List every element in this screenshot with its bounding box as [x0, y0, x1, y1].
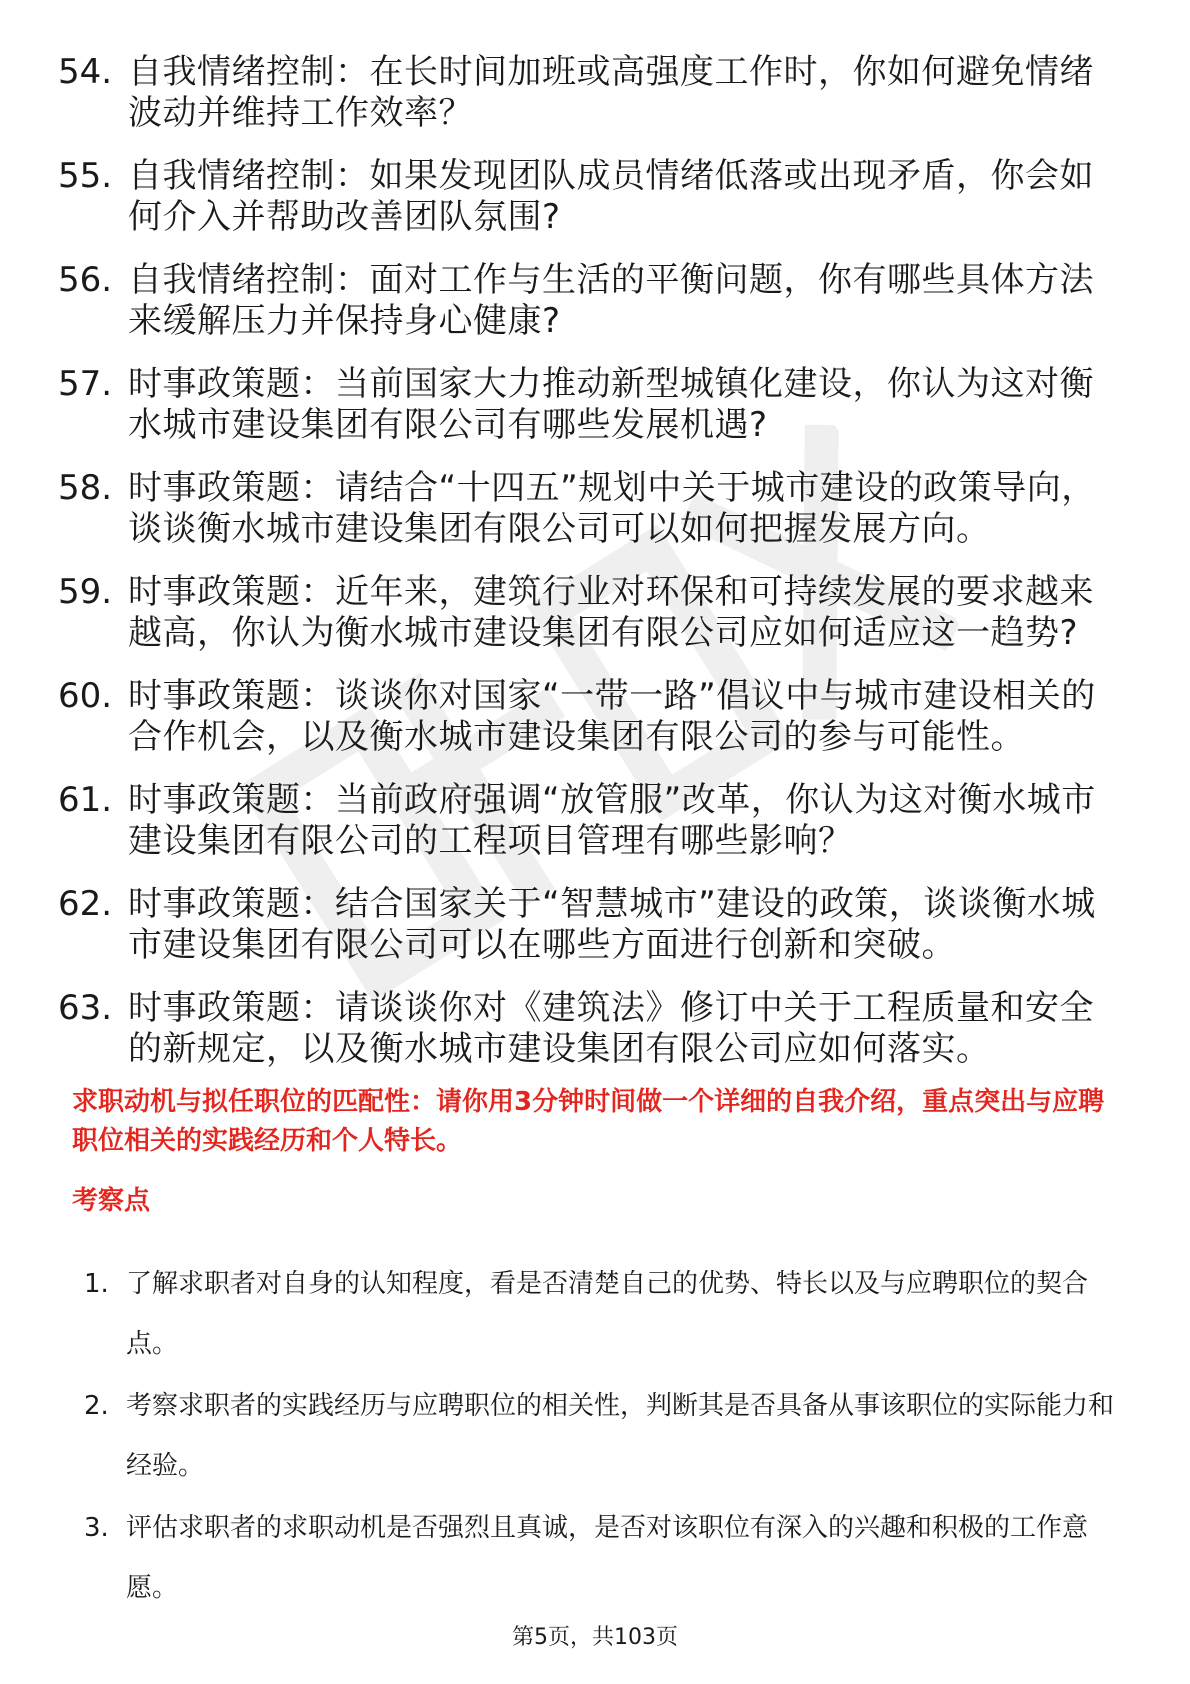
point-number: 2. — [84, 1391, 109, 1421]
question-text: 时事政策题：近年来，建筑行业对环保和可持续发展的要求越来越高，你认为衡水城市建设集团有限公司应如何适应这一趋势? — [128, 572, 1094, 653]
question-item — [58, 260, 1118, 342]
question-number: 54. — [58, 52, 113, 92]
question-text: 自我情绪控制：如果发现团队成员情绪低落或出现矛盾，你会如何介入并帮助改善团队氛围? — [128, 156, 1094, 237]
section-title: 考察点 — [72, 1186, 151, 1216]
page-footer: 第5页，共103页 — [512, 1625, 678, 1650]
point-text: 考察求职者的实践经历与应聘职位的相关性，判断其是否具备从事该职位的实际能力和经验。 — [126, 1391, 1115, 1481]
highlight-question: 求职动机与拟任职位的匹配性：请你用3分钟时间做一个详细的自我介绍，重点突出与应聘职位相关的实践经历和个人特长。 — [72, 1087, 1105, 1156]
evaluation-points — [84, 1254, 1124, 1620]
question-text: 时事政策题：请谈谈你对《建筑法》修订中关于工程质量和安全的新规定，以及衡水城市建设集团有限公司应如何落实。 — [128, 988, 1094, 1069]
question-text: 时事政策题：结合国家关于“智慧城市”建设的政策，谈谈衡水城市建设集团有限公司可以在哪些方面进行创新和突破。 — [128, 884, 1096, 965]
question-item — [58, 364, 1118, 446]
evaluation-point — [84, 1498, 1124, 1618]
question-number: 55. — [58, 156, 113, 196]
question-item — [58, 156, 1118, 238]
question-number: 58. — [58, 468, 113, 508]
question-text: 时事政策题：当前国家大力推动新型城镇化建设，你认为这对衡水城市建设集团有限公司有哪些发展机遇? — [128, 364, 1094, 445]
question-text: 时事政策题：谈谈你对国家“一带一路”倡议中与城市建设相关的合作机会，以及衡水城市建设集团有限公司的参与可能性。 — [128, 676, 1096, 757]
question-number: 63. — [58, 988, 113, 1028]
question-number: 56. — [58, 260, 113, 300]
point-text: 评估求职者的求职动机是否强烈且真诚，是否对该职位有深入的兴趣和积极的工作意愿。 — [126, 1513, 1089, 1603]
question-item — [58, 52, 1118, 134]
question-number: 60. — [58, 676, 113, 716]
question-number: 62. — [58, 884, 113, 924]
evaluation-point — [84, 1376, 1124, 1496]
point-number: 3. — [84, 1513, 109, 1543]
question-text: 时事政策题：请结合“十四五”规划中关于城市建设的政策导向，谈谈衡水城市建设集团有限公司可以如何把握发展方向。 — [128, 468, 1096, 549]
question-item — [58, 572, 1118, 654]
evaluation-point — [84, 1254, 1124, 1374]
question-text: 自我情绪控制：在长时间加班或高强度工作时，你如何避免情绪波动并维持工作效率？ — [128, 52, 1094, 133]
question-item — [58, 780, 1118, 862]
question-item — [58, 988, 1118, 1070]
question-item — [58, 468, 1118, 550]
question-number: 59. — [58, 572, 113, 612]
question-text: 自我情绪控制：面对工作与生活的平衡问题，你有哪些具体方法来缓解压力并保持身心健康? — [128, 260, 1094, 341]
question-number: 57. — [58, 364, 113, 404]
question-list — [58, 52, 1118, 1092]
question-number: 61. — [58, 780, 113, 820]
question-item — [58, 676, 1118, 758]
question-text: 时事政策题：当前政府强调“放管服”改革，你认为这对衡水城市建设集团有限公司的工程项目管理有哪些影响？ — [128, 780, 1096, 861]
point-number: 1. — [84, 1269, 109, 1299]
point-text: 了解求职者对自身的认知程度，看是否清楚自己的优势、特长以及与应聘职位的契合点。 — [126, 1269, 1089, 1359]
question-item — [58, 884, 1118, 966]
